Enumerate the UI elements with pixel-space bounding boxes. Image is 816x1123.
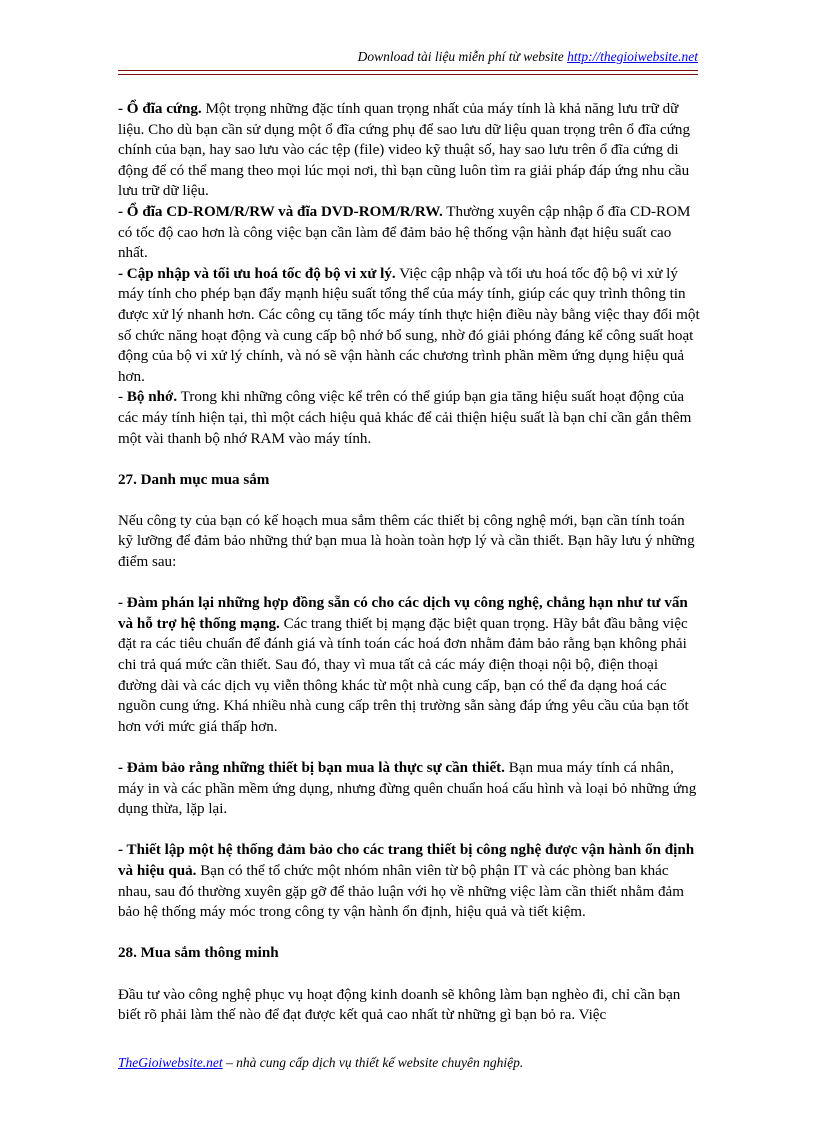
item-lead: - Thiết lập một hệ thống đảm bảo cho các trang thiết bị công nghệ được vận hành ổn định và hiệu quả. (118, 842, 695, 879)
header-text: Download tài liệu miễn phí từ website (357, 49, 568, 64)
section-28-intro: Đầu tư vào công nghệ phục vụ hoạt động kinh doanh sẽ không làm bạn nghèo đi, chỉ cần bạn biết rõ phải làm thế nào để đạt được kết quả cao nhất từ những gì bạn bỏ ra. Việc (118, 986, 681, 1024)
paragraph-lead: - Ổ đĩa cứng. (118, 101, 202, 117)
document-body (118, 99, 700, 1026)
header-rule-thick (118, 70, 698, 71)
section-27-item-system (118, 840, 700, 922)
paragraph-text: Trong khi những công việc kể trên có thể giúp bạn gia tăng hiệu suất hoạt động của các máy tính hiện tại, thì một cách hiệu quả khác để cải thiện hiệu suất là bạn chỉ cần gắn thêm một vài thanh bộ nhớ RAM vào máy tính. (118, 389, 692, 447)
header-link[interactable]: http://thegioiwebsite.net (567, 49, 698, 64)
footer-text: – nhà cung cấp dịch vụ thiết kế website chuyên nghiệp. (222, 1055, 524, 1070)
item-text: Bạn có thể tổ chức một nhóm nhân viên từ bộ phận IT và các phòng ban khác nhau, sau đó thường xuyên gặp gỡ để thảo luận với họ về những việc làm cần thiết nhằm đảm bảo hệ thống máy móc trong công ty vận hành ổn định, hiệu quả và tiết kiệm. (118, 862, 684, 921)
page-header (118, 48, 698, 66)
paragraph-lead: - Cập nhập và tối ưu hoá tốc độ bộ vi xử lý. (118, 265, 396, 282)
section-27-item-necessary (118, 758, 700, 820)
paragraph-cpu (118, 264, 700, 388)
item-text: Bạn mua máy tính cá nhân, máy in và các phần mềm ứng dụng, nhưng đừng quên chuẩn hoá cấu hình và loại bỏ những ứng dụng thừa, lặp lại. (118, 760, 697, 818)
section-27-item-negotiate (118, 593, 700, 737)
section-27-heading: 27. Danh mục mua sắm (118, 471, 270, 488)
paragraph-text: Một trọng những đặc tính quan trọng nhất của máy tính là khả năng lưu trữ dữ liệu. Cho dù bạn cần sử dụng một ổ đĩa cứng phụ để sao lưu dữ liệu quan trọng trên ổ đĩa cứng chính của bạn, hay sao lưu vào các tệp (file) video kỹ thuật số, hay sao lưu trên ổ đĩa cứng di động để có thể mang theo mọi lúc mọi nơi, thì bạn cũng luôn tìm ra giải pháp đáp ứng nhu cầu lưu trữ dữ liệu. (118, 101, 691, 200)
paragraph-memory (118, 387, 700, 449)
header-rule-thin (118, 74, 698, 75)
page-footer (118, 1054, 523, 1072)
paragraph-text: Việc cập nhập và tối ưu hoá tốc độ bộ vi xử lý máy tính cho phép bạn đẩy mạnh hiệu suất tổng thể của máy tính, giúp các quy trình thông tin được xử lý nhanh hơn. Các công cụ tăng tốc máy tính thực hiện điều này bằng việc thay đổi một số chức năng hoạt động và cung cấp bộ nhớ bổ sung, nhờ đó giải phóng đáng kể công suất hoạt động của bộ vi xử lý chính, và nó sẽ vận hành các chương trình phần mềm ứng dụng hiệu quả hơn. (118, 265, 700, 385)
paragraph-hard-disk (118, 99, 700, 202)
item-text: Các trang thiết bị mạng đặc biệt quan trọng. Hãy bắt đầu bằng việc đặt ra các tiêu chuẩn để đánh giá và tính toán các hoá đơn nhằm đảm bảo rằng bạn không phải chi trả quá mức cần thiết. Sau đó, thay vì mua tất cả các máy điện thoại nội bộ, điện thoại đường dài và các dịch vụ viễn thông khác từ một nhà cung cấp, bạn có thể đa dạng hoá các nguồn cung ứng. Khá nhiều nhà cung cấp trên thị trường sẵn sàng đáp ứng yêu cầu của bạn tốt hơn với mức giá thấp hơn. (118, 615, 689, 735)
paragraph-lead: - Ổ đĩa CD-ROM/R/RW và đĩa DVD-ROM/R/RW. (118, 203, 443, 220)
paragraph-lead: Bộ nhớ. (126, 389, 178, 406)
paragraph-dash: - (118, 389, 127, 406)
section-27-intro: Nếu công ty của bạn có kế hoạch mua sắm thêm các thiết bị công nghệ mới, bạn cần tính toán kỹ lưỡng để đảm bảo những thứ bạn mua là hoàn toàn hợp lý và cần thiết. Bạn hãy lưu ý những điểm sau: (118, 512, 695, 571)
item-lead: - Đảm bảo rằng những thiết bị bạn mua là thực sự cần thiết. (118, 760, 505, 776)
item-lead: - Đàm phán lại những hợp đồng sẵn có cho các dịch vụ công nghệ, chẳng hạn như tư vấn và hỗ trợ hệ thống mạng. (118, 595, 688, 632)
paragraph-text: Thường xuyên cập nhập ổ đĩa CD-ROM có tốc độ cao hơn là công việc bạn cần làm để đảm bảo hệ thống vận hành đạt hiệu suất cao nhất. (118, 203, 691, 262)
footer-link[interactable]: TheGioiwebsite.net (118, 1055, 223, 1070)
section-28-heading: 28. Mua sắm thông minh (118, 945, 279, 962)
paragraph-cdrom (118, 202, 700, 264)
